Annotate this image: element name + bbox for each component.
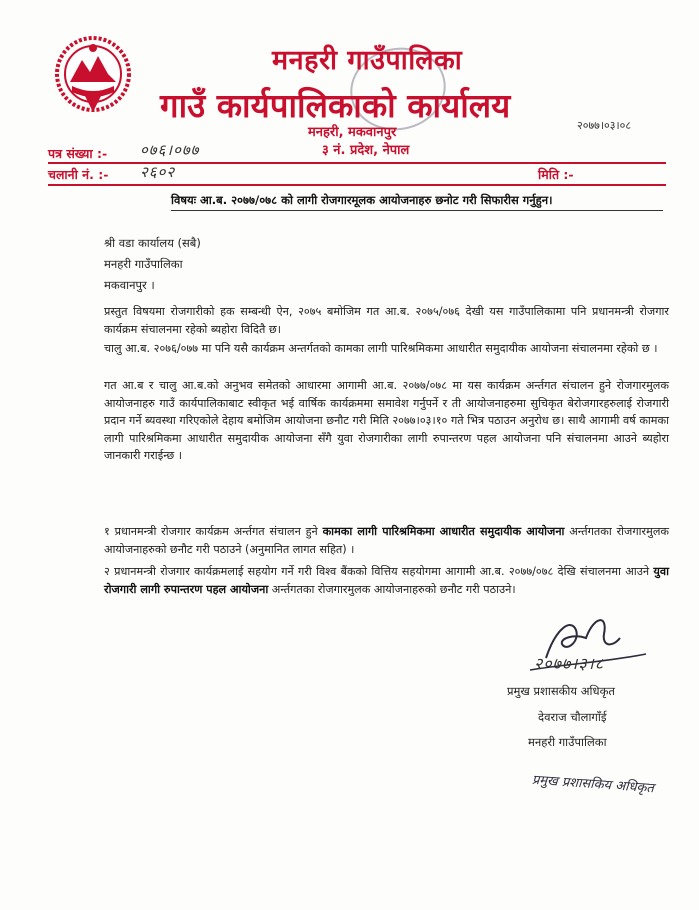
dispatch-number-value: २६०२: [140, 163, 176, 181]
subject-underline: [171, 210, 663, 211]
letter-number-value: ०७६।०७७: [140, 141, 200, 159]
handwritten-date: २०७७।३।८: [534, 654, 605, 673]
subject-line: विषयः आ.ब. २०७७/०७८ को लागी रोजगारमूलक आयोजनाहरु छनोट गरी सिफारीस गर्नुहुन।: [171, 193, 553, 207]
date-label: मिति :-: [538, 167, 574, 182]
item-2-text: २ प्रधानमन्त्री रोजगार कार्यक्रमलाई सहयोग गर्ने गरी विश्व बैंकको वित्तिय सहयोगमा आगामी आ.ब. २०७७/०७८ देखि संचालनमा आउने: [104, 565, 654, 578]
address-line-2: ३ नं. प्रदेश, नेपाल: [322, 143, 410, 158]
recipient-line-1: श्री वडा कार्यालय (सबै): [104, 236, 201, 250]
item-2-highlight: युवा रोजगारी लागी रुपान्तरण पहल आयोजना: [104, 565, 669, 596]
municipality-title: मनहरी गाउँपालिका: [272, 45, 463, 76]
list-item-2: [104, 563, 669, 598]
list-item-1: [104, 523, 669, 558]
recipient-line-2: मनहरी गाउँपालिका: [104, 257, 183, 271]
paragraph-1: प्रस्तुत विषयमा रोजगारीको हक सम्बन्धी ऐन, २०७५ बमोजिम गत आ.ब. २०७५/०७६ देखी यस गाउँपालिकामा पनि प्रधानमन्त्री रोजगार कार्यक्रम संचालनमा रहेको ब्यहोरा विदितै छ।: [104, 305, 669, 336]
item-1-tail: अर्न्तगतका रोजगारमुलक आयोजनाहरुको छनौट गरी पठाउने (अनुमानित लागत सहित) ।: [104, 525, 669, 556]
item-1-highlight: कामका लागी पारिश्रमिकमा आधारीत समुदायीक आयोजना: [322, 525, 565, 538]
letter-number-label: पत्र संख्या :-: [48, 146, 108, 161]
office-title: गाउँ कार्यपालिकाको कार्यालय: [160, 86, 511, 125]
signatory-title: प्रमुख प्रशासकीय अधिकृत: [507, 684, 615, 698]
recipient-line-3: मकवानपुर ।: [104, 278, 155, 292]
signatory-name: देवराज चौलागाँई: [538, 710, 607, 724]
nepal-emblem-icon: [50, 34, 136, 116]
item-1-text: १ प्रधानमन्त्री रोजगार कार्यक्रम अर्न्तगत संचालन हुने: [104, 525, 323, 538]
address-line-1: मनहरी, मकवानपुर: [308, 125, 397, 140]
recipient-block: [104, 233, 201, 296]
signatory-office: मनहरी गाउँपालिका: [528, 735, 607, 749]
rubber-stamp-text: प्रमुख प्रशासकिय अधिकृत: [531, 772, 655, 797]
dispatch-number-label: चलानी नं. :-: [48, 167, 109, 182]
paragraph-2: चालु आ.ब. २०७६/०७७ मा पनि यसै कार्यक्रम अन्तर्गतको कामका लागी पारिश्रमिकमा आधारीत समुदायीक आयोजना संचालनमा रहेको छ ।: [104, 342, 658, 355]
paragraph-3: गत आ.ब र चालु आ.ब.को अनुभव समेतको आधारमा आगामी आ.ब. २०७७/०७८ मा यस कार्यक्रम अर्न्तगत संचालन हुने रोजगारमुलक आयोजनाहरु गाउँ कार्यपालिकाबाट स्वीकृत भई वार्षिक कार्यक्रममा समावेश गर्नुपर्ने र ती आयोजनाहरुमा सुचिकृत बेरोजगारहरुलाई रोजगारी प्रदान गर्ने ब्यवस्था गरिएकोले देहाय बमोजिम आयोजना छनौट गरी मिति २०७७।०३।१० गते भित्र पठाउन अनुरोध छ। साथै आगामी वर्ष कामका लागी पारिश्रमिकमा आधारीत समुदायीक आयोजना सँगै युवा रोजगारीका लागी रुपान्तरण पहल आयोजना पनि संचालनमा आउने ब्यहोरा जानकारी गराईन्छ ।: [104, 379, 669, 462]
item-2-tail: अर्न्तगतका रोजगारमुलक आयोजनाहरुको छनौट गरी पठाउने।: [268, 582, 516, 596]
header-divider-2: [48, 184, 666, 186]
header-date: २०७७।०३।०८: [577, 119, 632, 132]
